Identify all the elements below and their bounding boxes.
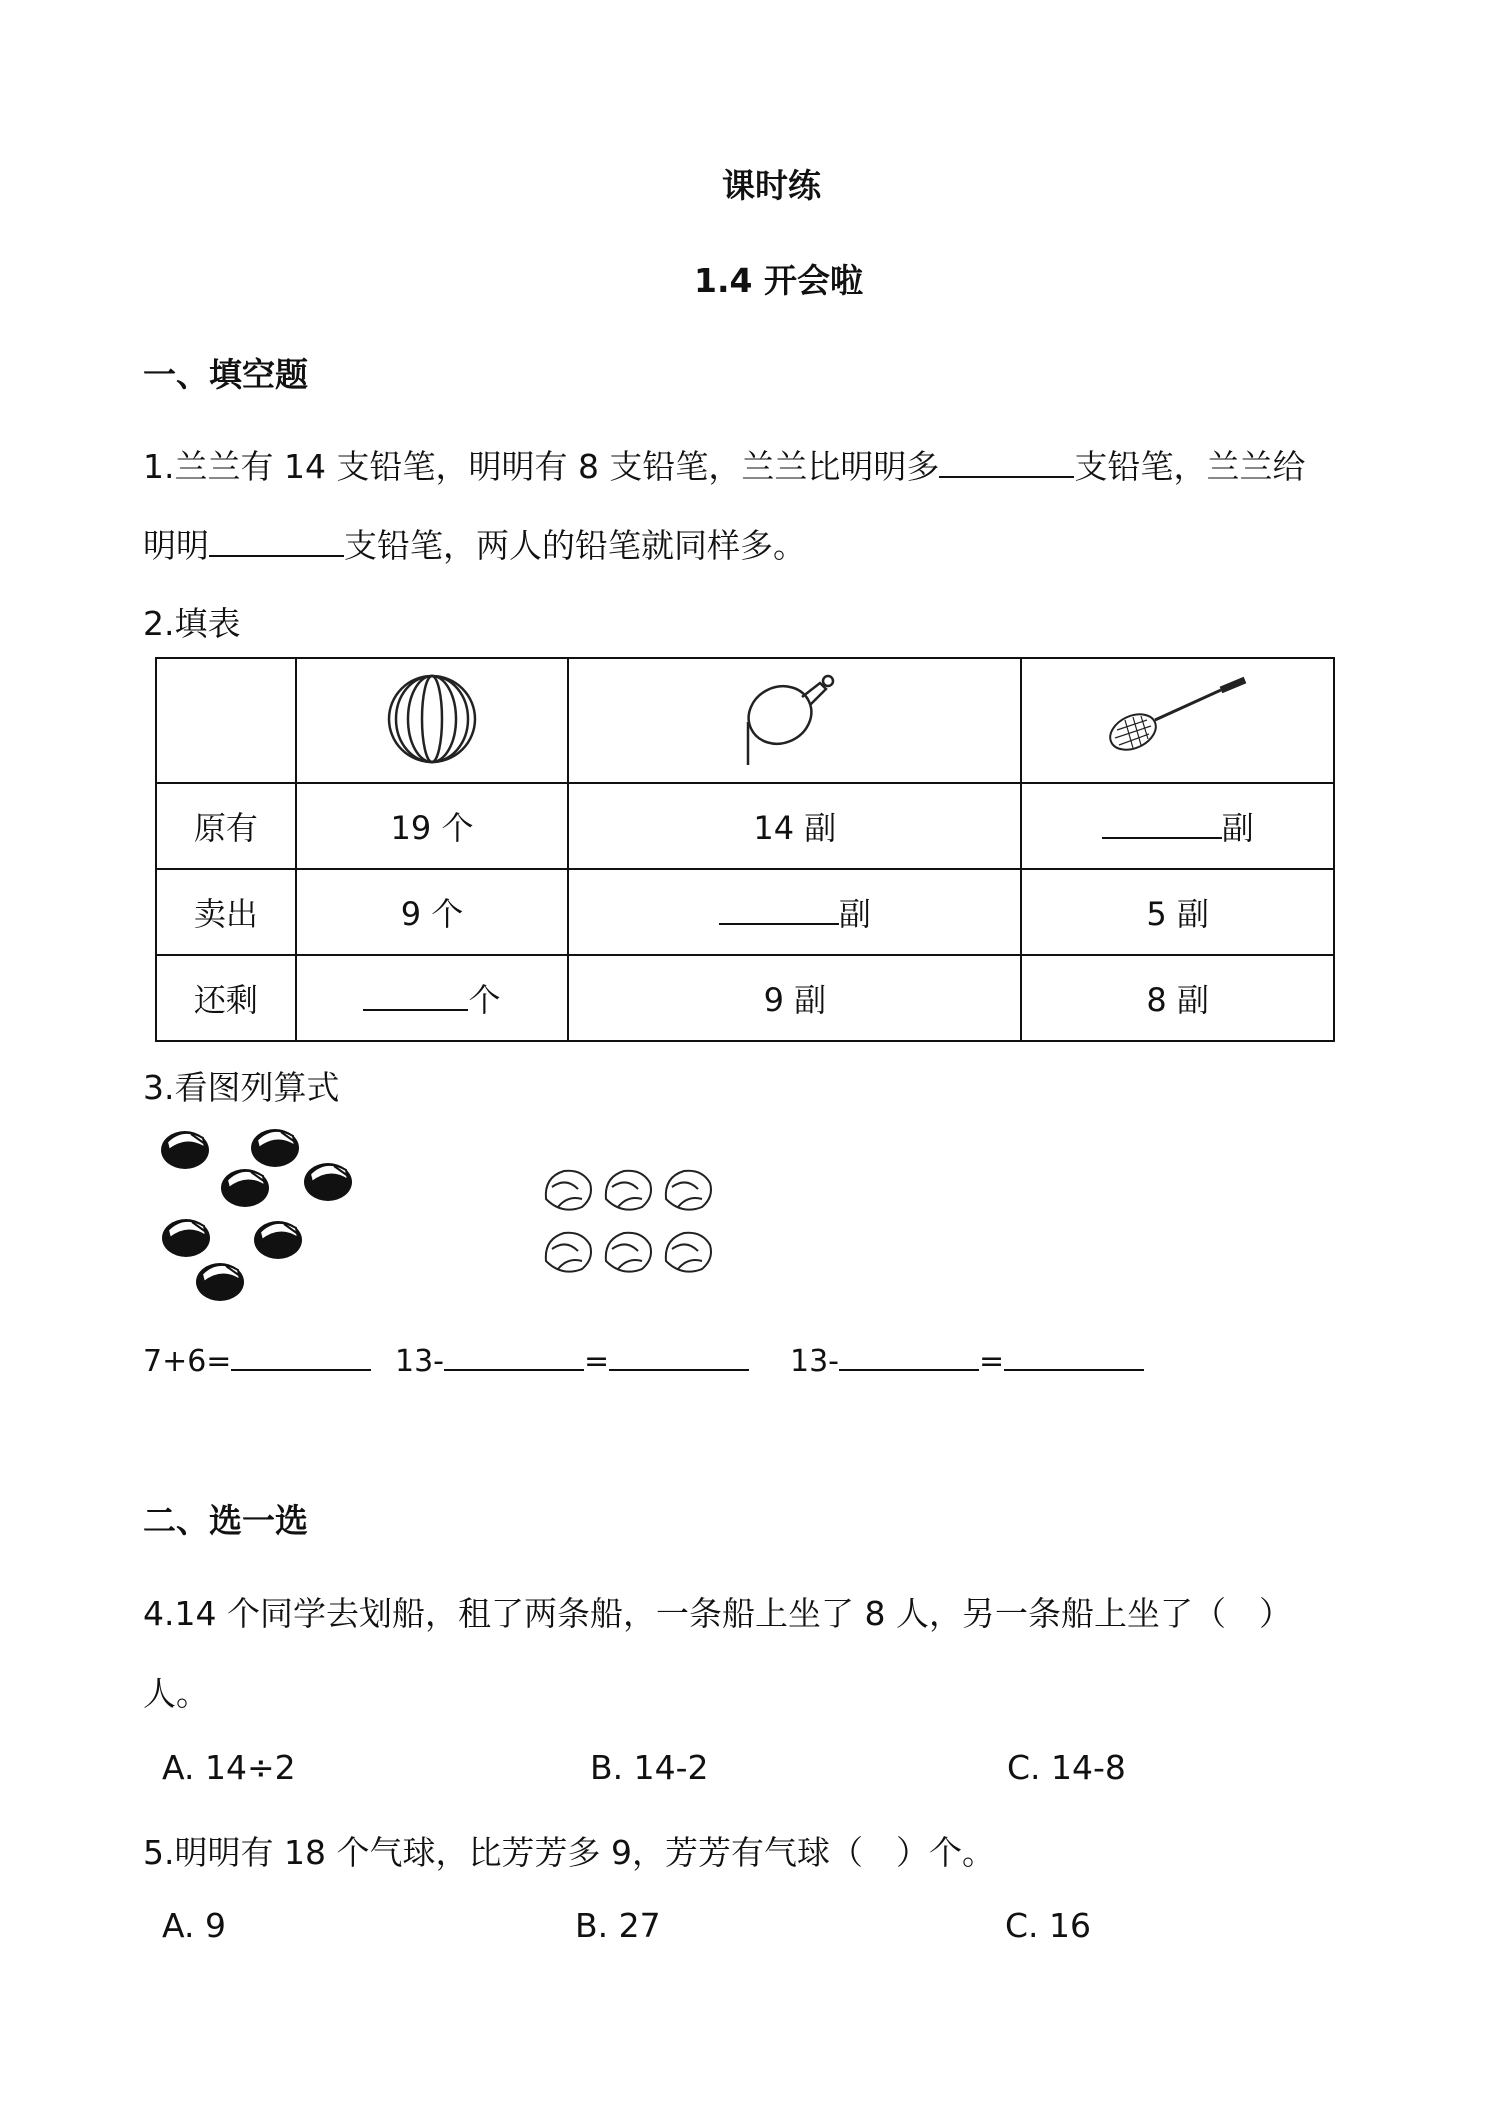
eq3-blank-2[interactable] xyxy=(1004,1339,1144,1371)
question-5: 5.明明有 18 个气球，比芳芳多 9，芳芳有气球（ ）个。 xyxy=(143,1833,995,1872)
equation-2 xyxy=(395,1339,749,1379)
table-header-ball xyxy=(296,658,569,783)
eq1-text: 7+6= xyxy=(143,1344,232,1379)
q4-option-a[interactable]: A. 14÷2 xyxy=(162,1748,296,1787)
q1-blank-1[interactable] xyxy=(939,446,1074,478)
table-cell-unit: 副 xyxy=(1221,809,1254,847)
page-title: 课时练 xyxy=(722,166,821,205)
ping-pong-paddle-icon xyxy=(740,667,850,767)
question-2-label: 2.填表 xyxy=(143,604,241,643)
black-shoes-picture xyxy=(150,1120,390,1315)
ball-icon xyxy=(382,667,482,767)
lesson-title: 1.4 开会啦 xyxy=(694,261,863,300)
q1-text-d: 支铅笔，两人的铅笔就同样多。 xyxy=(344,526,806,565)
table-row xyxy=(156,869,1334,955)
table-cell: 8 副 xyxy=(1021,955,1334,1041)
table-row xyxy=(156,955,1334,1041)
badminton-racket-icon xyxy=(1103,672,1253,762)
table-corner-cell xyxy=(156,658,296,783)
table-cell xyxy=(296,955,569,1041)
eq3-text-a: 13- xyxy=(790,1344,839,1379)
eq3-text-b: = xyxy=(979,1344,1005,1379)
q4-option-c[interactable]: C. 14-8 xyxy=(1007,1748,1126,1787)
table-header-row xyxy=(156,658,1334,783)
table-row xyxy=(156,783,1334,869)
question-4-line-2: 人。 xyxy=(143,1674,209,1713)
table-header-racket xyxy=(1021,658,1334,783)
table-cell: 9 个 xyxy=(296,869,569,955)
q1-blank-2[interactable] xyxy=(209,525,344,557)
question-1-line-2 xyxy=(143,520,806,567)
table-blank[interactable] xyxy=(719,893,839,925)
table-cell xyxy=(568,869,1021,955)
question-4-line-1: 4.14 个同学去划船，租了两条船，一条船上坐了 8 人，另一条船上坐了（ ） xyxy=(143,1594,1292,1633)
table-header-paddle xyxy=(568,658,1021,783)
section-heading-fill-blank: 一、填空题 xyxy=(143,355,308,394)
table-cell: 14 副 xyxy=(568,783,1021,869)
table-cell xyxy=(1021,783,1334,869)
row-label: 还剩 xyxy=(156,955,296,1041)
table-blank[interactable] xyxy=(363,979,468,1011)
question-1-line-1 xyxy=(143,441,1305,488)
q5-option-b[interactable]: B. 27 xyxy=(575,1906,661,1945)
table-cell-unit: 个 xyxy=(468,981,501,1019)
q1-text-a: 1.兰兰有 14 支铅笔，明明有 8 支铅笔，兰兰比明明多 xyxy=(143,447,940,486)
eq2-text-b: = xyxy=(584,1344,610,1379)
eq2-blank-1[interactable] xyxy=(444,1339,584,1371)
row-label: 原有 xyxy=(156,783,296,869)
q1-text-b: 支铅笔，兰兰给 xyxy=(1074,447,1306,486)
eq2-text-a: 13- xyxy=(395,1344,444,1379)
table-cell: 9 副 xyxy=(568,955,1021,1041)
q4-option-b[interactable]: B. 14-2 xyxy=(590,1748,709,1787)
equation-1 xyxy=(143,1339,371,1379)
section-heading-multiple-choice: 二、选一选 xyxy=(143,1501,308,1540)
table-cell: 5 副 xyxy=(1021,869,1334,955)
table-cell-unit: 副 xyxy=(838,895,871,933)
q1-text-c: 明明 xyxy=(143,526,209,565)
question-3-label: 3.看图列算式 xyxy=(143,1068,340,1107)
white-shoes-picture xyxy=(540,1165,720,1285)
eq3-blank-1[interactable] xyxy=(839,1339,979,1371)
table-blank[interactable] xyxy=(1102,807,1222,839)
eq2-blank-2[interactable] xyxy=(609,1339,749,1371)
eq1-blank[interactable] xyxy=(231,1339,371,1371)
table-cell: 19 个 xyxy=(296,783,569,869)
fill-table xyxy=(155,657,1335,1042)
row-label: 卖出 xyxy=(156,869,296,955)
q5-option-a[interactable]: A. 9 xyxy=(162,1906,226,1945)
equation-3 xyxy=(790,1339,1144,1379)
q5-option-c[interactable]: C. 16 xyxy=(1005,1906,1092,1945)
